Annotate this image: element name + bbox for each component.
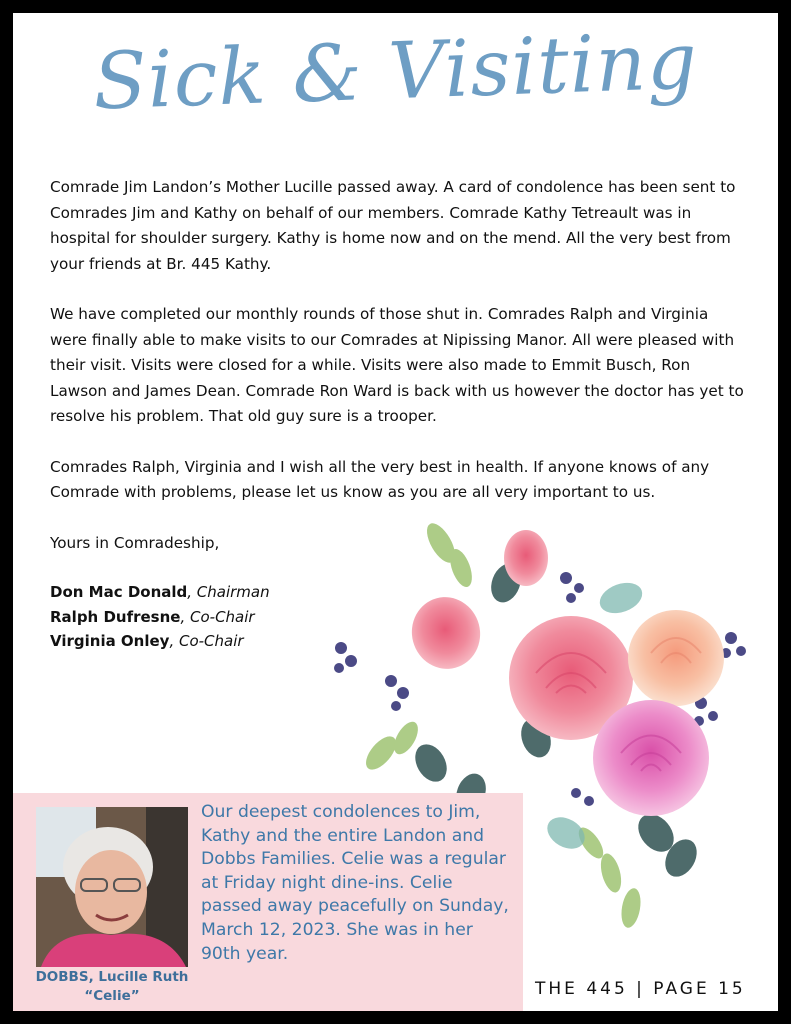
signature-role: , Chairman xyxy=(187,583,270,601)
obituary-panel xyxy=(13,793,523,1011)
condolence-message: Our deepest condolences to Jim, Kathy and the entire Landon and Dobbs Families. Celie was a regular at Friday night dine-ins. Celie passed away peacefully on Sunday, March 12, 2023. She was in her 90th year. xyxy=(201,802,509,964)
paragraph: Comrade Jim Landon’s Mother Lucille passed away. A card of condolence has been sent to Comrades Jim and Kathy on behalf of our members. Comrade Kathy Tetreault was in hospital for shoulder surgery. Kathy is home now and on the mend. All the very best from your friends at Br. 445 Kathy. xyxy=(50,178,736,273)
signature-role: , Co-Chair xyxy=(169,632,244,650)
signature-role: , Co-Chair xyxy=(180,607,255,626)
signature-line xyxy=(50,605,270,630)
page-title: Sick & Visiting xyxy=(91,16,700,128)
closing-line: Yours in Comradeship, xyxy=(50,533,220,552)
photo-caption xyxy=(21,968,203,1006)
newsletter-page xyxy=(13,13,778,1011)
caption-nickname: “Celie” xyxy=(84,988,140,1004)
paragraph: We have completed our monthly rounds of those shut in. Comrades Ralph and Virginia were finally able to make visits to our Comrades at Nipissing Manor. All were pleased with their visit. Visits were closed for a while. Visits were also made to Emmit Busch, Ron Lawson and James Dean. Comrade Ron Ward is back with us however the doctor has yet to resolve his problem. That old guy sure is a trooper. xyxy=(50,305,744,425)
caption-name: DOBBS, Lucille Ruth xyxy=(35,969,189,985)
signature-block xyxy=(50,580,270,654)
signature-line xyxy=(50,580,270,605)
signature-name: Ralph Dufresne xyxy=(50,607,181,626)
portrait-photo xyxy=(36,807,188,967)
signature-name: Don Mac Donald xyxy=(50,583,188,601)
signature-line xyxy=(50,629,270,654)
page-footer: THE 445 | PAGE 15 xyxy=(535,979,746,999)
paragraph: Comrades Ralph, Virginia and I wish all the very best in health. If anyone knows of any Comrade with problems, please let us know as you are all very important to us. xyxy=(50,457,710,501)
signature-name: Virginia Onley xyxy=(50,632,170,650)
